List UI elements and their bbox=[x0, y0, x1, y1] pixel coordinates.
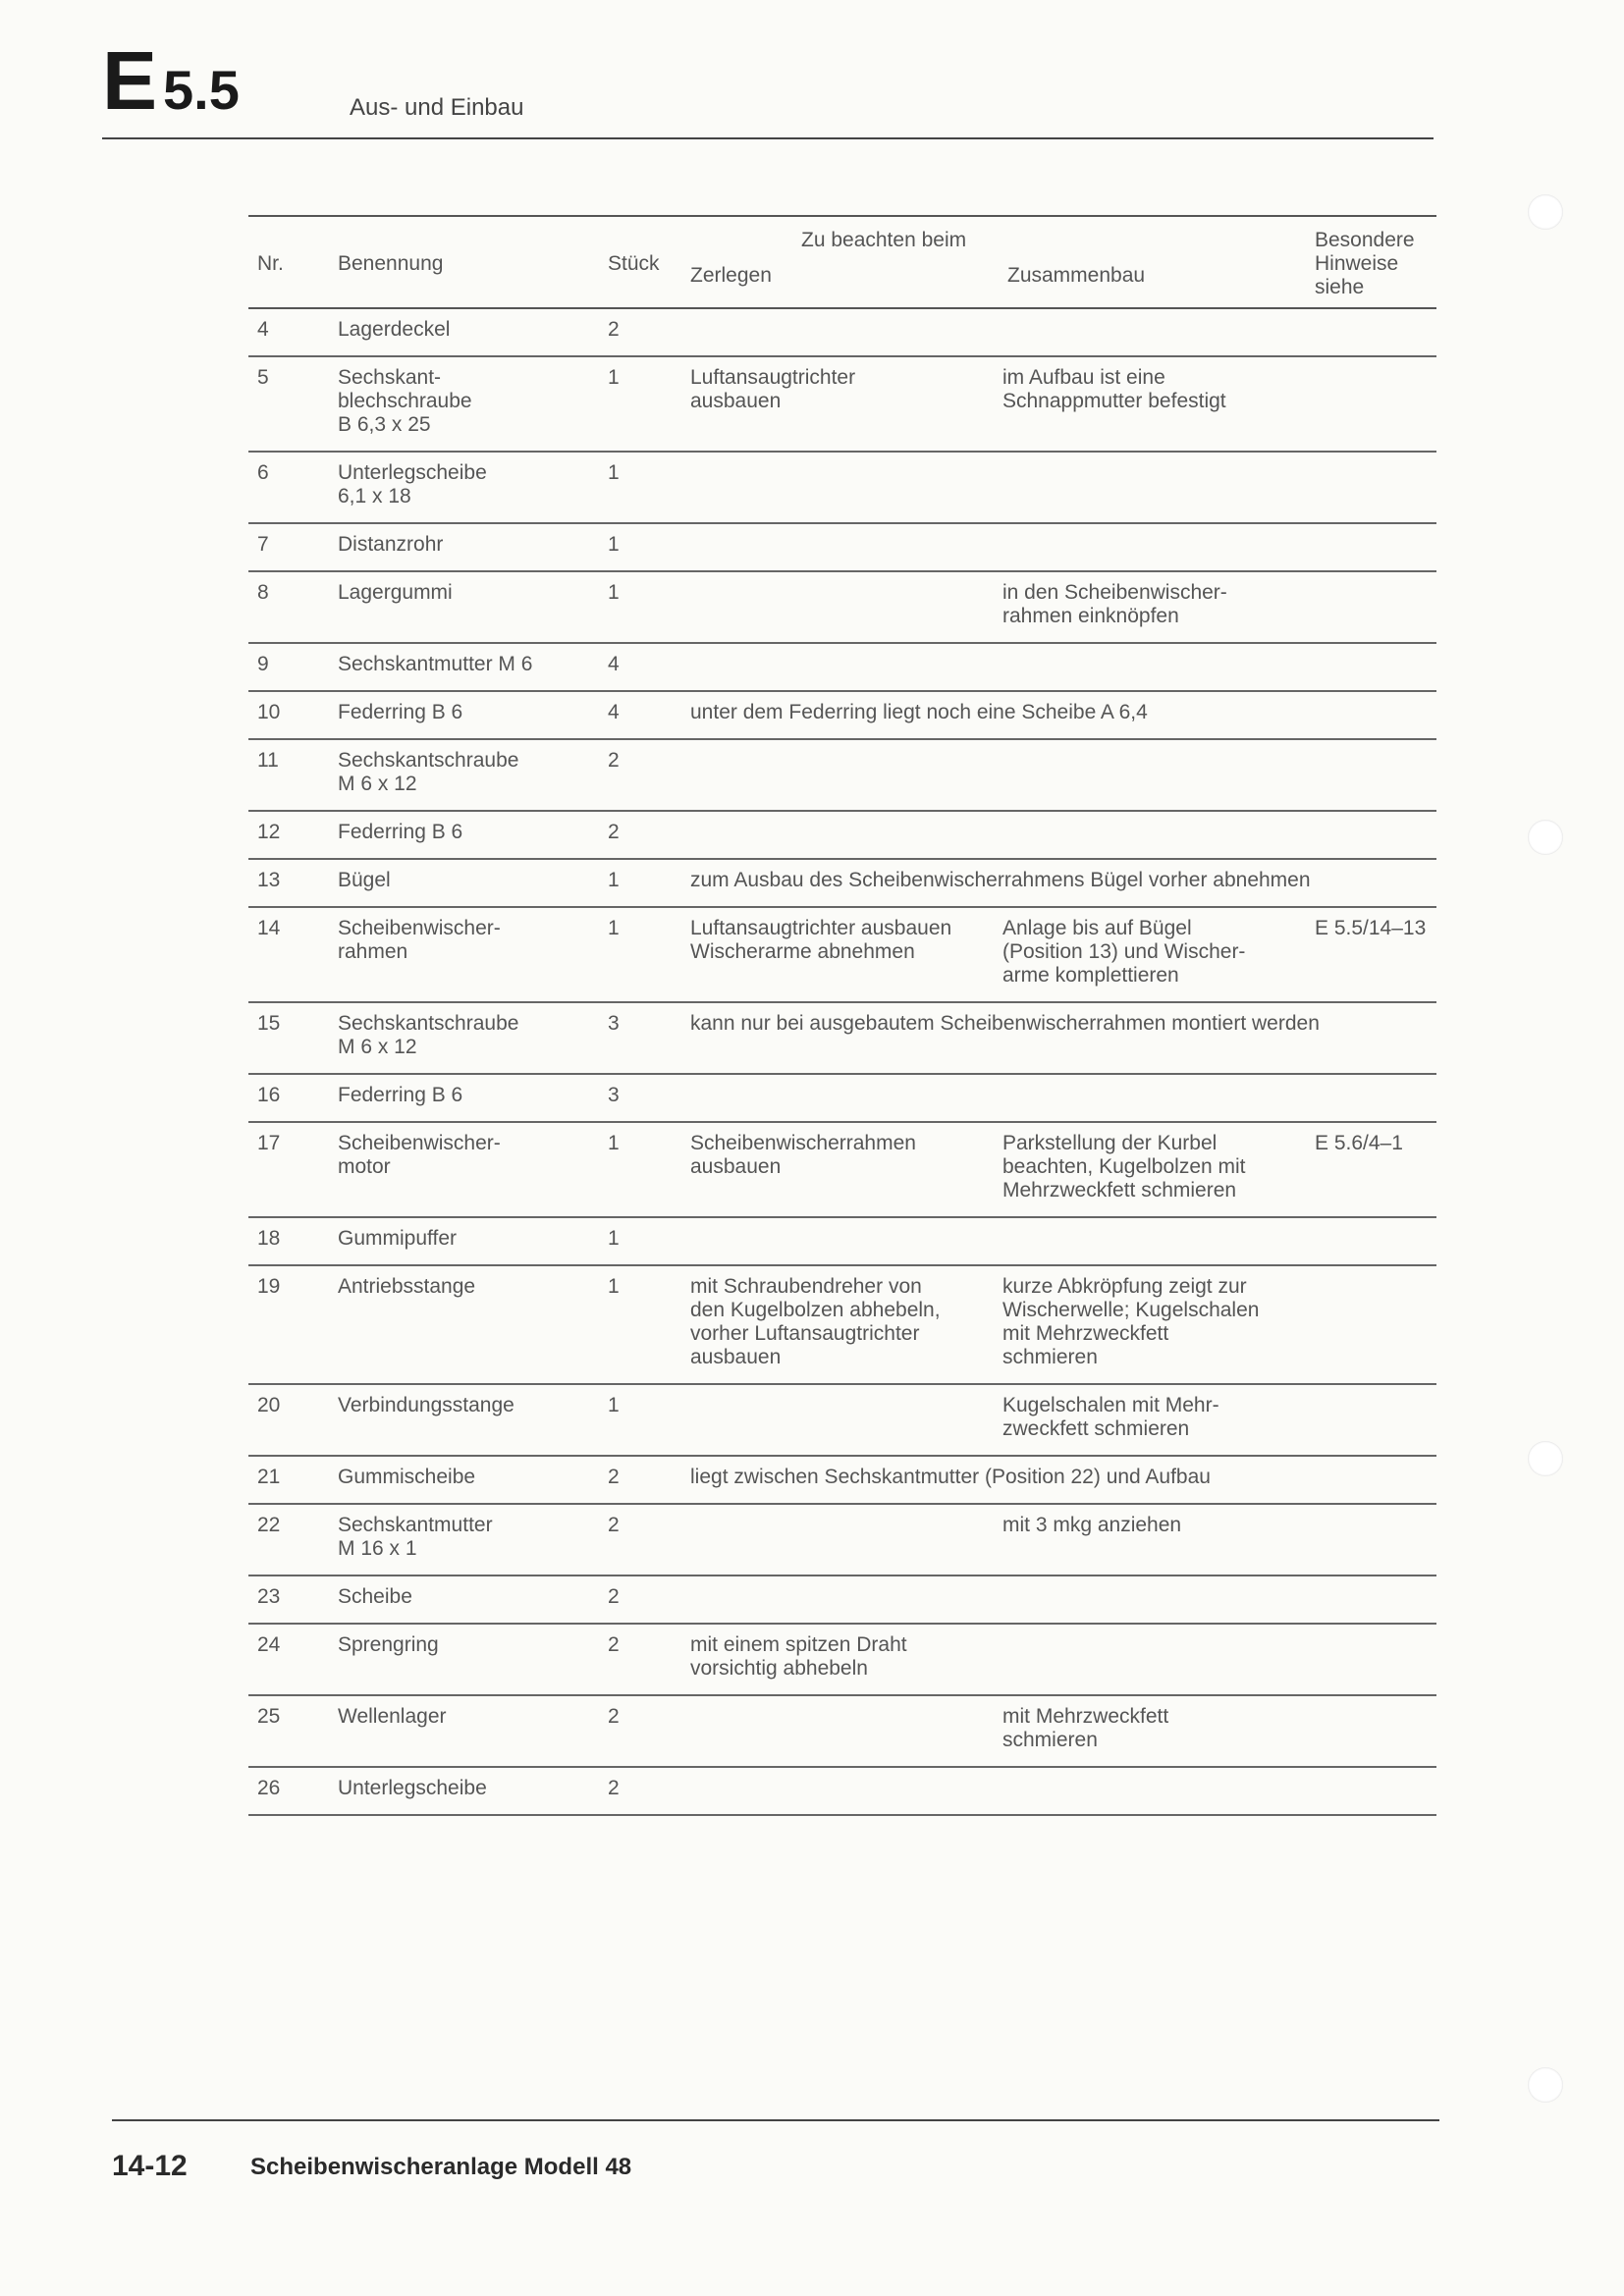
row-nr: 9 bbox=[257, 653, 269, 675]
row-zusammenbau bbox=[1002, 452, 1315, 523]
row-hinweise bbox=[1315, 1217, 1436, 1265]
row-zerlegen bbox=[690, 739, 1002, 811]
row-hinweise bbox=[1315, 1265, 1436, 1384]
row-nr: 5 bbox=[257, 366, 269, 389]
row-stueck: 1 bbox=[608, 533, 620, 556]
row-benennung: Federring B 6 bbox=[338, 821, 463, 843]
table-row bbox=[248, 1122, 1436, 1217]
section-letter: E bbox=[102, 34, 156, 127]
row-zusammenbau bbox=[1002, 643, 1315, 691]
table-row bbox=[248, 571, 1436, 643]
row-stueck: 4 bbox=[608, 701, 620, 723]
row-nr: 17 bbox=[257, 1132, 281, 1154]
table-row bbox=[248, 1217, 1436, 1265]
row-hinweise: E 5.6/4–1 bbox=[1315, 1132, 1403, 1154]
table-row bbox=[248, 1624, 1436, 1695]
table-row bbox=[248, 907, 1436, 1002]
row-zerlegen: Scheibenwischerrahmen ausbauen bbox=[690, 1132, 916, 1178]
row-zerlegen: Luftansaugtrichter ausbauen Wischerarme abnehmen bbox=[690, 917, 952, 963]
table-row bbox=[248, 1575, 1436, 1624]
row-zusammenbau: in den Scheibenwischer- rahmen einknöpfen bbox=[1002, 581, 1227, 627]
row-nr: 6 bbox=[257, 461, 269, 484]
row-zerlegen bbox=[690, 1074, 1002, 1122]
row-zerlegen bbox=[690, 1384, 1002, 1456]
table-row bbox=[248, 356, 1436, 452]
header-divider bbox=[102, 137, 1434, 139]
row-benennung: Lagergummi bbox=[338, 581, 453, 604]
row-hinweise bbox=[1315, 1504, 1436, 1575]
punch-hole bbox=[1528, 1441, 1563, 1476]
row-stueck: 1 bbox=[608, 1227, 620, 1250]
row-hinweise bbox=[1315, 1624, 1436, 1695]
row-hinweise bbox=[1315, 1384, 1436, 1456]
row-benennung: Bügel bbox=[338, 869, 391, 891]
row-benennung: Federring B 6 bbox=[338, 701, 463, 723]
row-nr: 13 bbox=[257, 869, 281, 891]
row-stueck: 1 bbox=[608, 917, 620, 939]
row-benennung: Sprengring bbox=[338, 1633, 439, 1656]
row-zusammenbau bbox=[1002, 739, 1315, 811]
row-stueck: 2 bbox=[608, 1705, 620, 1728]
row-nr: 21 bbox=[257, 1466, 281, 1488]
table-body bbox=[248, 308, 1436, 1815]
row-zusammenbau: kurze Abkröpfung zeigt zur Wischerwelle; Kugelschalen mit Mehrzweckfett schmieren bbox=[1002, 1275, 1260, 1368]
row-zusammenbau bbox=[1002, 523, 1315, 571]
table-row bbox=[248, 1504, 1436, 1575]
table-row bbox=[248, 523, 1436, 571]
table-row bbox=[248, 1456, 1436, 1504]
row-zusammenbau bbox=[1002, 1575, 1315, 1624]
row-nr: 11 bbox=[257, 749, 279, 772]
row-hinweise bbox=[1315, 571, 1436, 643]
row-zusammenbau bbox=[1002, 1767, 1315, 1815]
row-nr: 16 bbox=[257, 1084, 281, 1106]
row-hinweise bbox=[1315, 643, 1436, 691]
row-zerlegen bbox=[690, 1504, 1002, 1575]
row-nr: 24 bbox=[257, 1633, 281, 1656]
row-benennung: Sechskantmutter M 16 x 1 bbox=[338, 1514, 493, 1560]
footer-title: Scheibenwischeranlage Modell 48 bbox=[250, 2154, 632, 2180]
row-stueck: 3 bbox=[608, 1012, 620, 1035]
header-zusammenbau: Zusammenbau bbox=[1007, 264, 1146, 287]
row-zusammenbau: mit 3 mkg anziehen bbox=[1002, 1514, 1182, 1536]
table-row bbox=[248, 739, 1436, 811]
page-header bbox=[102, 33, 1434, 141]
table-header-row bbox=[248, 216, 1436, 308]
row-benennung: Unterlegscheibe 6,1 x 18 bbox=[338, 461, 487, 507]
row-benennung: Sechskant- blechschraube B 6,3 x 25 bbox=[338, 366, 472, 436]
row-zusammenbau: Anlage bis auf Bügel (Position 13) und Wischer- arme komplettieren bbox=[1002, 917, 1246, 987]
row-nr: 8 bbox=[257, 581, 269, 604]
row-benennung: Scheibe bbox=[338, 1585, 412, 1608]
row-benennung: Scheibenwischer- rahmen bbox=[338, 917, 501, 963]
row-zerlegen bbox=[690, 1217, 1002, 1265]
row-hinweise bbox=[1315, 308, 1436, 356]
row-benennung: Gummipuffer bbox=[338, 1227, 457, 1250]
row-benennung: Distanzrohr bbox=[338, 533, 444, 556]
table-row bbox=[248, 643, 1436, 691]
row-benennung: Sechskantschraube M 6 x 12 bbox=[338, 1012, 519, 1058]
row-benennung: Antriebsstange bbox=[338, 1275, 476, 1298]
section-number: 5.5 bbox=[163, 59, 240, 121]
row-stueck: 2 bbox=[608, 1585, 620, 1608]
row-stueck: 4 bbox=[608, 653, 620, 675]
row-stueck: 2 bbox=[608, 749, 620, 772]
section-subtitle: Aus- und Einbau bbox=[350, 94, 524, 121]
row-note-span: liegt zwischen Sechskantmutter (Position 22) und Aufbau bbox=[690, 1466, 1211, 1488]
row-stueck: 2 bbox=[608, 1514, 620, 1536]
header-zu-beachten bbox=[690, 216, 1315, 308]
row-zusammenbau bbox=[1002, 1624, 1315, 1695]
row-nr: 26 bbox=[257, 1777, 281, 1799]
table-row bbox=[248, 811, 1436, 859]
table-row bbox=[248, 691, 1436, 739]
row-stueck: 1 bbox=[608, 869, 620, 891]
row-zerlegen bbox=[690, 308, 1002, 356]
row-nr: 22 bbox=[257, 1514, 281, 1536]
row-zusammenbau bbox=[1002, 811, 1315, 859]
punch-hole bbox=[1528, 820, 1563, 855]
row-benennung: Gummischeibe bbox=[338, 1466, 476, 1488]
row-note-span: unter dem Federring liegt noch eine Scheibe A 6,4 bbox=[690, 701, 1148, 723]
row-benennung: Sechskantschraube M 6 x 12 bbox=[338, 749, 519, 795]
row-stueck: 2 bbox=[608, 821, 620, 843]
table-row bbox=[248, 452, 1436, 523]
parts-table bbox=[248, 215, 1436, 1816]
table-row bbox=[248, 1384, 1436, 1456]
row-zerlegen bbox=[690, 1767, 1002, 1815]
punch-hole bbox=[1528, 194, 1563, 230]
row-zerlegen bbox=[690, 523, 1002, 571]
row-benennung: Lagerdeckel bbox=[338, 318, 451, 341]
row-zerlegen bbox=[690, 571, 1002, 643]
table-row bbox=[248, 1074, 1436, 1122]
table-row bbox=[248, 1695, 1436, 1767]
page-number: 14-12 bbox=[112, 2150, 188, 2182]
row-note-span: kann nur bei ausgebautem Scheibenwischerrahmen montiert werden bbox=[690, 1012, 1320, 1035]
row-nr: 19 bbox=[257, 1275, 281, 1298]
table-row bbox=[248, 1265, 1436, 1384]
row-benennung: Verbindungsstange bbox=[338, 1394, 514, 1416]
row-hinweise bbox=[1315, 1074, 1436, 1122]
row-hinweise: E 5.5/14–13 bbox=[1315, 917, 1427, 939]
row-stueck: 3 bbox=[608, 1084, 620, 1106]
row-stueck: 1 bbox=[608, 366, 620, 389]
row-nr: 20 bbox=[257, 1394, 281, 1416]
row-benennung: Federring B 6 bbox=[338, 1084, 463, 1106]
table-row bbox=[248, 1002, 1436, 1074]
row-benennung: Scheibenwischer- motor bbox=[338, 1132, 501, 1178]
row-nr: 15 bbox=[257, 1012, 281, 1035]
punch-hole bbox=[1528, 2067, 1563, 2103]
row-hinweise bbox=[1315, 1575, 1436, 1624]
row-hinweise bbox=[1315, 739, 1436, 811]
row-hinweise bbox=[1315, 1695, 1436, 1767]
row-nr: 25 bbox=[257, 1705, 281, 1728]
row-zusammenbau bbox=[1002, 1217, 1315, 1265]
row-zerlegen bbox=[690, 1695, 1002, 1767]
row-stueck: 2 bbox=[608, 1466, 620, 1488]
table-row bbox=[248, 308, 1436, 356]
footer-divider bbox=[112, 2119, 1439, 2121]
row-stueck: 1 bbox=[608, 461, 620, 484]
row-stueck: 1 bbox=[608, 1132, 620, 1154]
row-zusammenbau bbox=[1002, 308, 1315, 356]
row-stueck: 1 bbox=[608, 1394, 620, 1416]
row-nr: 4 bbox=[257, 318, 269, 341]
section-code bbox=[102, 33, 240, 129]
row-nr: 23 bbox=[257, 1585, 281, 1608]
header-nr: Nr. bbox=[257, 252, 284, 275]
header-stueck: Stück bbox=[608, 252, 660, 275]
row-zusammenbau: Kugelschalen mit Mehr- zweckfett schmieren bbox=[1002, 1394, 1219, 1440]
row-stueck: 1 bbox=[608, 581, 620, 604]
row-benennung: Unterlegscheibe bbox=[338, 1777, 487, 1799]
row-zerlegen: Luftansaugtrichter ausbauen bbox=[690, 366, 856, 412]
row-stueck: 1 bbox=[608, 1275, 620, 1298]
table-row bbox=[248, 859, 1436, 907]
row-benennung: Sechskantmutter M 6 bbox=[338, 653, 533, 675]
row-nr: 12 bbox=[257, 821, 281, 843]
row-hinweise bbox=[1315, 356, 1436, 452]
header-besondere-hinweise: Besondere Hinweise siehe bbox=[1315, 229, 1415, 298]
row-benennung: Wellenlager bbox=[338, 1705, 447, 1728]
row-hinweise bbox=[1315, 452, 1436, 523]
header-zu-beachten-label: Zu beachten beim bbox=[801, 229, 967, 251]
row-zerlegen bbox=[690, 452, 1002, 523]
row-hinweise bbox=[1315, 523, 1436, 571]
row-nr: 7 bbox=[257, 533, 269, 556]
row-zusammenbau: mit Mehrzweckfett schmieren bbox=[1002, 1705, 1169, 1751]
row-stueck: 2 bbox=[608, 1777, 620, 1799]
row-hinweise bbox=[1315, 811, 1436, 859]
row-zerlegen bbox=[690, 1575, 1002, 1624]
row-note-span: zum Ausbau des Scheibenwischerrahmens Bügel vorher abnehmen bbox=[690, 869, 1311, 891]
row-zerlegen: mit einem spitzen Draht vorsichtig abhebeln bbox=[690, 1633, 907, 1680]
row-hinweise bbox=[1315, 1767, 1436, 1815]
row-zerlegen: mit Schraubendreher von den Kugelbolzen abhebeln, vorher Luftansaugtrichter ausbauen bbox=[690, 1275, 941, 1368]
table-row bbox=[248, 1767, 1436, 1815]
header-zerlegen: Zerlegen bbox=[690, 264, 772, 287]
row-stueck: 2 bbox=[608, 318, 620, 341]
row-stueck: 2 bbox=[608, 1633, 620, 1656]
header-benennung: Benennung bbox=[338, 252, 444, 275]
row-zerlegen bbox=[690, 811, 1002, 859]
row-zerlegen bbox=[690, 643, 1002, 691]
row-nr: 14 bbox=[257, 917, 281, 939]
row-zusammenbau: Parkstellung der Kurbel beachten, Kugelbolzen mit Mehrzweckfett schmieren bbox=[1002, 1132, 1246, 1201]
row-zusammenbau: im Aufbau ist eine Schnappmutter befestigt bbox=[1002, 366, 1226, 412]
row-nr: 18 bbox=[257, 1227, 281, 1250]
row-zusammenbau bbox=[1002, 1074, 1315, 1122]
row-nr: 10 bbox=[257, 701, 281, 723]
